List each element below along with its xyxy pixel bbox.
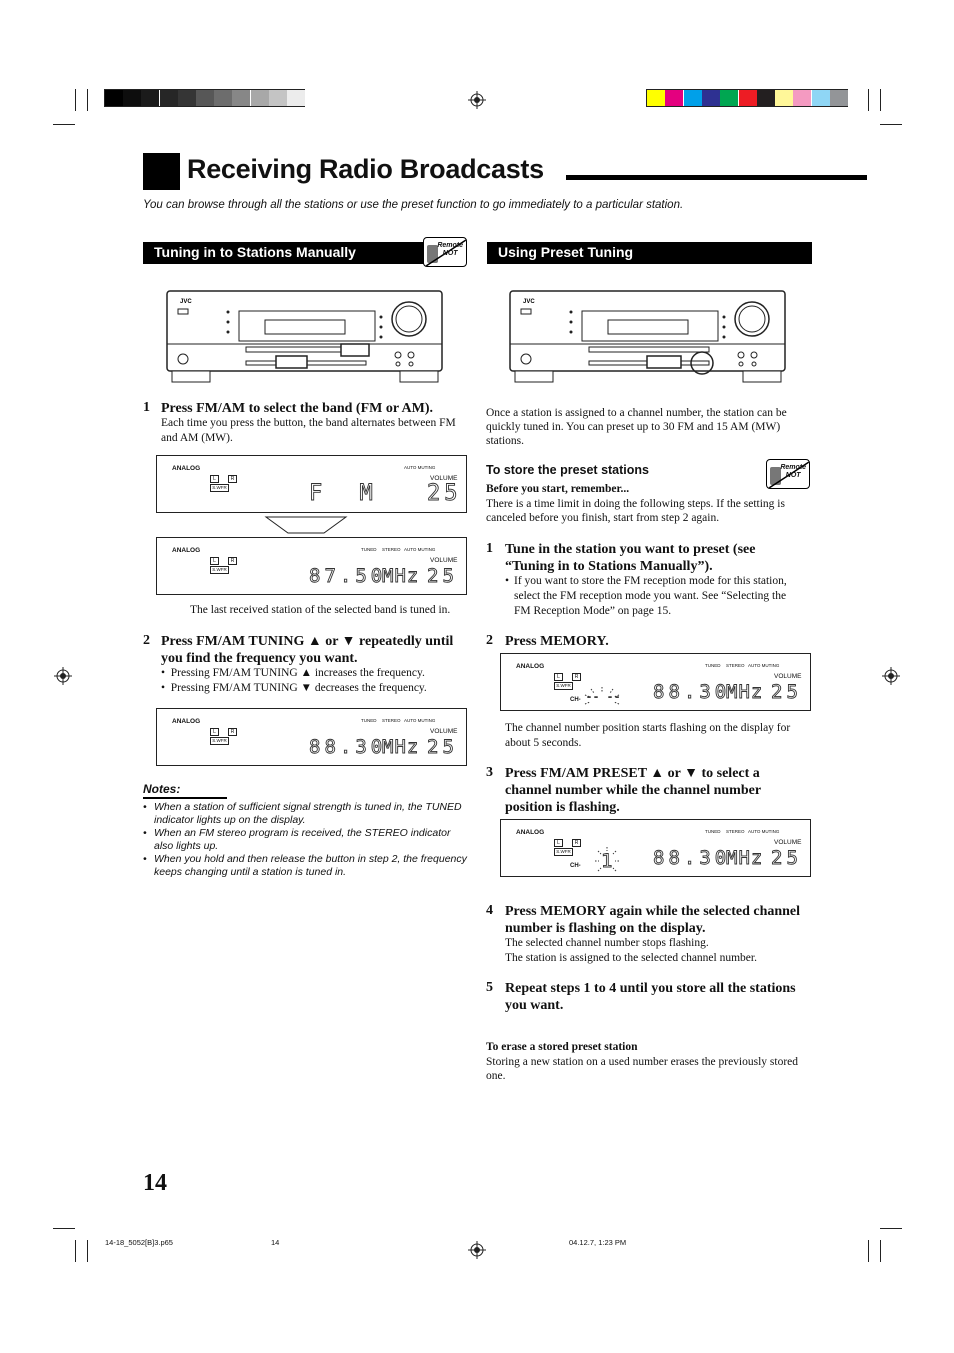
lcd-volume-label: VOLUME [774, 673, 802, 680]
registration-target-icon [54, 667, 72, 685]
lcd-band-text: F M [309, 481, 385, 506]
lcd-volume-value: 25 [771, 847, 802, 869]
lcd-swfr-indicator: S.WFR [210, 737, 229, 745]
lcd-auto-muting: AUTO MUTING [748, 829, 780, 834]
lcd-volume-value: 25 [427, 736, 458, 758]
lcd-analog-label: ANALOG [172, 547, 201, 554]
left-step2-bullet2: • Pressing FM/AM TUNING ▼ decreases the frequency. [161, 682, 427, 694]
calibration-swatch [123, 90, 141, 106]
display-tuned-frequency [156, 708, 467, 766]
right-step4-heading: Press MEMORY again while the selected channel number is flashing on the display. [505, 904, 801, 936]
left-step2-number: 2 [143, 633, 150, 648]
footer-date: 04.12.7, 1:23 PM [569, 1238, 627, 1247]
lcd-tuned: TUNED [705, 829, 721, 834]
calibration-swatch [720, 90, 738, 106]
lcd-channel-value: -- -- [586, 692, 622, 703]
calibration-swatch [269, 90, 287, 106]
calibration-swatch [702, 90, 720, 106]
page-number: 14 [143, 1170, 167, 1196]
brand-logo: JVC [180, 299, 192, 305]
badge-line2: NOT [785, 472, 801, 479]
right-step1-number: 1 [486, 541, 493, 556]
lcd-r-indicator: R [572, 839, 581, 847]
right-step5-heading: Repeat steps 1 to 4 until you store all the stations you want. [505, 981, 796, 1013]
right-step1-bullet-text: If you want to store the FM reception mode for this station, select the FM reception mode you want. See “Selecting the FM Reception Mode” on page 15. [514, 575, 787, 617]
note-text: When an FM stereo program is received, the STEREO indicator also lights up. [154, 827, 451, 852]
lcd-tuned: TUNED [361, 547, 377, 552]
calibration-swatch [214, 90, 232, 106]
store-title: To store the preset stations [486, 463, 649, 477]
remote-not-icon [766, 459, 810, 489]
before-body: There is a time limit in doing the following steps. If the setting is canceled before you finish, start from step 2 again. [486, 498, 785, 524]
lcd-l-indicator: L [210, 557, 219, 565]
lcd-auto-muting: AUTO MUTING [404, 718, 436, 723]
lcd-analog-label: ANALOG [172, 718, 201, 725]
erase-body: Storing a new station on a used number erases the previously stored one. [486, 1056, 799, 1082]
lcd-volume-value: 25 [427, 481, 462, 506]
lcd-analog-label: ANALOG [172, 465, 201, 472]
note-text: When you hold and then release the button in step 2, the frequency keeps changing until a station is tuned in. [154, 853, 467, 878]
right-step4-body2: The station is assigned to the selected channel number. [505, 952, 757, 964]
badge-line2: NOT [442, 250, 458, 257]
lcd-frequency: 88.30 [309, 736, 387, 758]
calibration-swatch [178, 90, 196, 106]
lcd-auto-muting: AUTO MUTING [748, 663, 780, 668]
note-item: • When you hold and then release the button in step 2, the frequency keeps changing until a station is tuned in. [143, 853, 469, 879]
note-item: • When a station of sufficient signal strength is tuned in, the TUNED indicator lights up on the display. [143, 801, 469, 827]
right-step4-number: 4 [486, 903, 493, 918]
calibration-swatch [793, 90, 811, 106]
lcd-channel-label: CH- [570, 697, 581, 703]
lcd-l-indicator: L [554, 839, 563, 847]
lcd-channel-label: CH- [570, 863, 581, 869]
brand-logo: JVC [523, 299, 535, 305]
calibration-swatch [647, 90, 665, 106]
section-heading-manual: Tuning in to Stations Manually [143, 242, 425, 264]
lcd-l-indicator: L [554, 673, 563, 681]
receiver-illustration-right [509, 289, 787, 384]
lcd-r-indicator: R [228, 557, 237, 565]
lcd-volume-value: 25 [427, 565, 458, 587]
notes-title: Notes: [143, 782, 181, 796]
badge-line1: Remote [437, 242, 463, 249]
before-title: Before you start, remember... [486, 483, 630, 495]
erase-title: To erase a stored preset station [486, 1041, 638, 1053]
calibration-swatch [812, 90, 830, 106]
footer-page: 14 [271, 1238, 280, 1247]
calibration-swatch [287, 90, 305, 106]
left-step1-number: 1 [143, 400, 150, 415]
lcd-volume-value: 25 [771, 681, 802, 703]
right-step3-number: 3 [486, 765, 493, 780]
page-title: Receiving Radio Broadcasts [187, 154, 544, 184]
calibration-swatch [232, 90, 250, 106]
lcd-volume-label: VOLUME [430, 728, 458, 735]
badge-line1: Remote [780, 464, 806, 471]
lcd-stereo: STEREO [382, 547, 401, 552]
registration-target-icon [882, 667, 900, 685]
registration-target-icon [468, 91, 486, 109]
right-step4-body1: The selected channel number stops flashing. [505, 937, 709, 949]
lcd-auto-muting: AUTO MUTING [404, 547, 436, 552]
lcd-stereo: STEREO [382, 718, 401, 723]
lcd-unit: MHz [382, 736, 420, 758]
calibration-swatch [141, 90, 159, 106]
lcd-l-indicator: L [210, 475, 219, 483]
registration-target-icon [468, 1241, 486, 1259]
lcd-r-indicator: R [228, 728, 237, 736]
lcd-analog-label: ANALOG [516, 663, 545, 670]
title-rule [566, 175, 867, 180]
gray-calibration-bar [104, 89, 305, 107]
note-item: • When an FM stereo program is received, the STEREO indicator also lights up. [143, 827, 469, 853]
calibration-swatch [684, 90, 702, 106]
display4-caption: The channel number position starts flashing on the display for about 5 seconds. [505, 722, 791, 749]
left-step2-heading-line1: Press FM/AM TUNING ▲ or ▼ repeatedly until [161, 634, 454, 649]
lcd-swfr-indicator: S.WFR [210, 566, 229, 574]
left-step2-heading-line2: you find the frequency you want. [161, 651, 358, 666]
right-step2-heading: Press MEMORY. [505, 634, 609, 649]
intro-text: You can browse through all the stations or use the preset function to go immediately to a particular station. [143, 199, 684, 211]
left-step2-bullet1-text: Pressing FM/AM TUNING ▲ increases the frequency. [170, 667, 425, 679]
right-step3-heading: Press FM/AM PRESET ▲ or ▼ to select a channel number while the channel number position is flashing. [505, 766, 761, 815]
lcd-stereo: STEREO [726, 663, 745, 668]
lcd-volume-label: VOLUME [774, 839, 802, 846]
lcd-auto-muting: AUTO MUTING [404, 465, 436, 470]
right-intro: Once a station is assigned to a channel number, the station can be quickly tuned in. You can preset up to 30 FM and 15 AM (MW) stations. [486, 407, 787, 447]
lcd-tuned: TUNED [705, 663, 721, 668]
display-fm-frequency [156, 537, 467, 595]
calibration-swatch [160, 90, 178, 106]
title-marker [143, 153, 180, 190]
calibration-swatch [775, 90, 793, 106]
lcd-frequency: 88.30 [653, 681, 731, 703]
calibration-swatch [196, 90, 214, 106]
lcd-swfr-indicator: S.WFR [554, 682, 573, 690]
lcd-swfr-indicator: S.WFR [554, 848, 573, 856]
right-step1-bullet: • If you want to store the FM reception mode for this station, select the FM reception mode you want. See “Selecting the FM Reception Mode” on page 15. [505, 574, 805, 619]
section-heading-preset: Using Preset Tuning [487, 242, 812, 264]
lcd-stereo: STEREO [726, 829, 745, 834]
calibration-swatch [251, 90, 269, 106]
left-step2-bullet2-text: Pressing FM/AM TUNING ▼ decreases the frequency. [170, 682, 427, 694]
lcd-analog-label: ANALOG [516, 829, 545, 836]
receiver-illustration-left [166, 289, 444, 384]
right-step1-heading: Tune in the station you want to preset (see “Tuning in to Stations Manually”). [505, 542, 756, 574]
left-display2-caption: The last received station of the selected band is tuned in. [190, 604, 451, 616]
lcd-frequency: 87.50 [309, 565, 387, 587]
lcd-r-indicator: R [572, 673, 581, 681]
left-step2-bullet1: • Pressing FM/AM TUNING ▲ increases the frequency. [161, 667, 425, 679]
calibration-swatch [757, 90, 775, 106]
footer-file: 14-18_5052[B]3.p65 [105, 1238, 173, 1247]
notes-rule [143, 797, 227, 799]
lcd-volume-label: VOLUME [430, 557, 458, 564]
calibration-swatch [830, 90, 848, 106]
lcd-swfr-indicator: S.WFR [210, 484, 229, 492]
right-step5-number: 5 [486, 980, 493, 995]
note-text: When a station of sufficient signal strength is tuned in, the TUNED indicator lights up on the display. [154, 801, 462, 826]
lcd-l-indicator: L [210, 728, 219, 736]
lcd-unit: MHz [726, 681, 764, 703]
lcd-volume-label: VOLUME [430, 475, 458, 482]
calibration-swatch [105, 90, 123, 106]
display-fm-band [156, 455, 467, 513]
display-channel-selected [500, 819, 811, 877]
lcd-channel-value: 1 [601, 850, 617, 872]
lcd-frequency: 88.30 [653, 847, 731, 869]
left-step1-heading: Press FM/AM to select the band (FM or AM). [161, 401, 434, 416]
remote-not-icon [423, 237, 467, 267]
left-step1-body: Each time you press the button, the band alternates between FM and AM (MW). [161, 417, 456, 444]
lcd-unit: MHz [382, 565, 420, 587]
down-arrow-icon [264, 515, 348, 535]
right-step2-number: 2 [486, 633, 493, 648]
lcd-tuned: TUNED [361, 718, 377, 723]
color-calibration-bar [646, 89, 848, 107]
calibration-swatch [665, 90, 683, 106]
display-memory-flashing [500, 653, 811, 711]
lcd-r-indicator: R [228, 475, 237, 483]
lcd-unit: MHz [726, 847, 764, 869]
calibration-swatch [739, 90, 757, 106]
